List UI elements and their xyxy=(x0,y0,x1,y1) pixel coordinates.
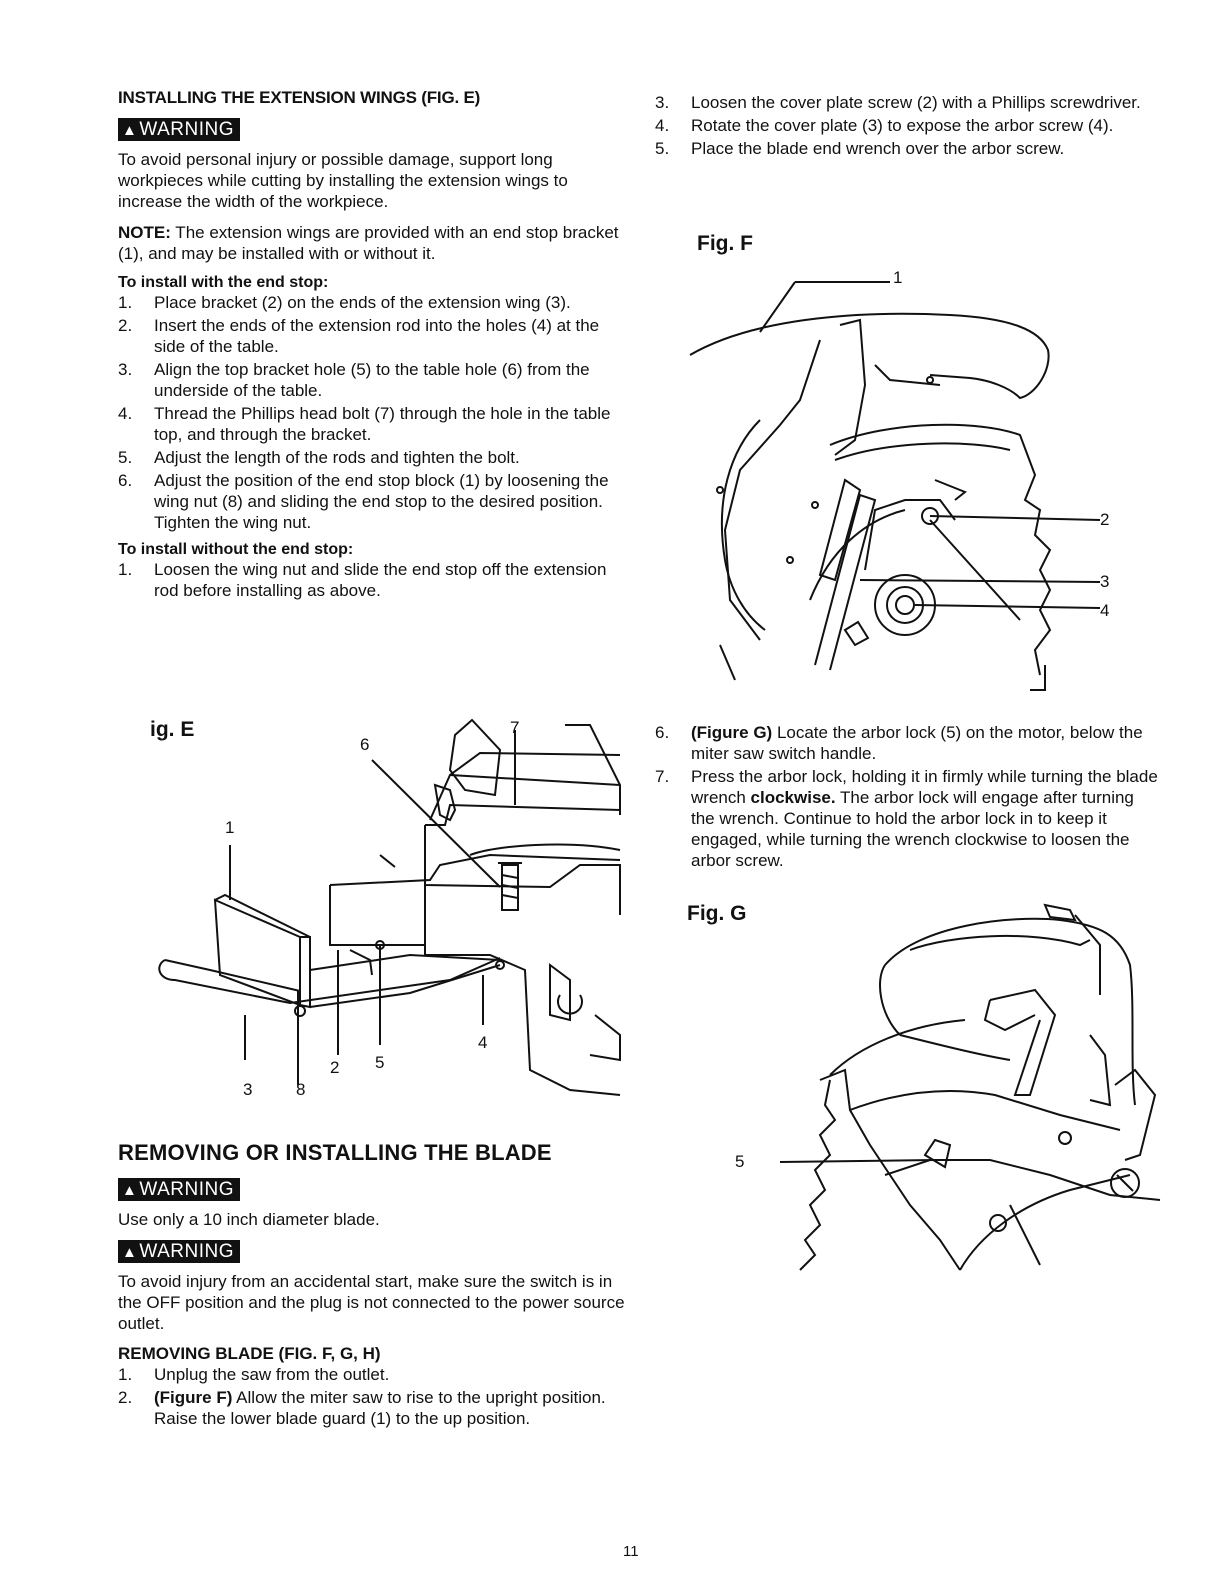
list-item: 1. Loosen the wing nut and slide the end stop off the extension rod before installing as above. xyxy=(118,560,607,600)
subheading-without-end-stop: To install without the end stop: xyxy=(118,541,354,558)
list-item: 6. (Figure G) Locate the arbor lock (5) on the motor, below the miter saw switch handle. xyxy=(655,723,1143,763)
callout-4: 4 xyxy=(1100,601,1110,620)
list-item: 6. Adjust the position of the end stop block (1) by loosening the wing nut (8) and sliding the end stop to the desired position. Tighten the wing nut. xyxy=(118,471,609,532)
list-item: 3. Align the top bracket hole (5) to the table hole (6) from the underside of the table. xyxy=(118,360,590,400)
callout-1: 1 xyxy=(225,818,235,837)
list-item: 1. Place bracket (2) on the ends of the extension wing (3). xyxy=(118,293,571,312)
warning-banner: ▲ WARNING xyxy=(118,1240,240,1263)
list-item: 4. Thread the Phillips head bolt (7) through the hole in the table top, and through the bracket. xyxy=(118,404,611,444)
figure-g-drawing xyxy=(790,905,1165,1275)
callout-3: 3 xyxy=(243,1080,253,1099)
callout-2: 2 xyxy=(330,1058,340,1077)
callout-3: 3 xyxy=(1100,572,1110,591)
right-column-steps xyxy=(655,722,1160,879)
right-column xyxy=(655,92,1160,167)
warning-banner: ▲ WARNING xyxy=(118,118,240,141)
figure-g-label: Fig. G xyxy=(687,902,747,925)
figure-f-label: Fig. F xyxy=(697,232,753,255)
section-heading-extension-wings: INSTALLING THE EXTENSION WINGS (FIG. E) xyxy=(118,88,481,107)
list-item: 1. Unplug the saw from the outlet. xyxy=(118,1365,390,1384)
warning-banner: ▲ WARNING xyxy=(118,1178,240,1201)
list-item: 4. Rotate the cover plate (3) to expose the arbor screw (4). xyxy=(655,116,1114,135)
page-number: 11 xyxy=(623,1543,639,1560)
subheading-removing-blade: REMOVING BLADE (FIG. F, G, H) xyxy=(118,1344,381,1363)
callout-4: 4 xyxy=(478,1033,488,1052)
warning-text: To avoid injury from an accidental start, make sure the switch is in the OFF position and the plug is not connected to the power source outlet. xyxy=(118,1272,625,1333)
list-item: 2. (Figure F) Allow the miter saw to rise to the upright position. Raise the lower blade guard (1) to the up position. xyxy=(118,1388,606,1428)
figure-e-drawing xyxy=(150,715,625,1105)
section-heading-blade: REMOVING OR INSTALLING THE BLADE xyxy=(118,1140,552,1165)
warning-text: To avoid personal injury or possible damage, support long workpieces while cutting by installing the extension wings to increase the width of the workpiece. xyxy=(118,150,568,211)
left-column xyxy=(118,88,633,609)
warning-triangle-icon: ▲ xyxy=(122,1244,138,1261)
note-paragraph: NOTE: The extension wings are provided with an end stop bracket (1), and may be installed with or without it. xyxy=(118,223,619,263)
with-stop-steps xyxy=(118,292,633,533)
warning-triangle-icon: ▲ xyxy=(122,1182,138,1199)
list-item: 2. Insert the ends of the extension rod into the holes (4) at the side of the table. xyxy=(118,316,600,356)
callout-6: 6 xyxy=(360,735,370,754)
removing-steps xyxy=(118,1364,633,1429)
callout-5: 5 xyxy=(735,1152,745,1171)
list-item: 5. Place the blade end wrench over the arbor screw. xyxy=(655,139,1065,158)
callout-7: 7 xyxy=(510,718,520,737)
callout-1: 1 xyxy=(893,268,903,287)
callout-5: 5 xyxy=(375,1053,385,1072)
warning-text: Use only a 10 inch diameter blade. xyxy=(118,1210,380,1229)
figure-e-label: ig. E xyxy=(150,718,195,741)
figure-f-drawing xyxy=(690,270,1130,695)
warning-triangle-icon: ▲ xyxy=(122,122,138,139)
subheading-with-end-stop: To install with the end stop: xyxy=(118,274,329,291)
without-stop-steps xyxy=(118,559,633,601)
list-item: 7. Press the arbor lock, holding it in firmly while turning the blade wrench clockwise. The arbor lock will engage after turning the wrench. Continue to hold the arbor lock in to keep it engaged, while turning the wrench clockwise to loosen the arbor screw. xyxy=(655,767,1158,870)
list-item: 3. Loosen the cover plate screw (2) with a Phillips screwdriver. xyxy=(655,93,1141,112)
steps-3-5 xyxy=(655,92,1160,159)
callout-2: 2 xyxy=(1100,510,1110,529)
steps-6-7 xyxy=(655,722,1160,871)
callout-8: 8 xyxy=(296,1080,306,1099)
blade-section xyxy=(118,1140,633,1437)
list-item: 5. Adjust the length of the rods and tighten the bolt. xyxy=(118,448,520,467)
